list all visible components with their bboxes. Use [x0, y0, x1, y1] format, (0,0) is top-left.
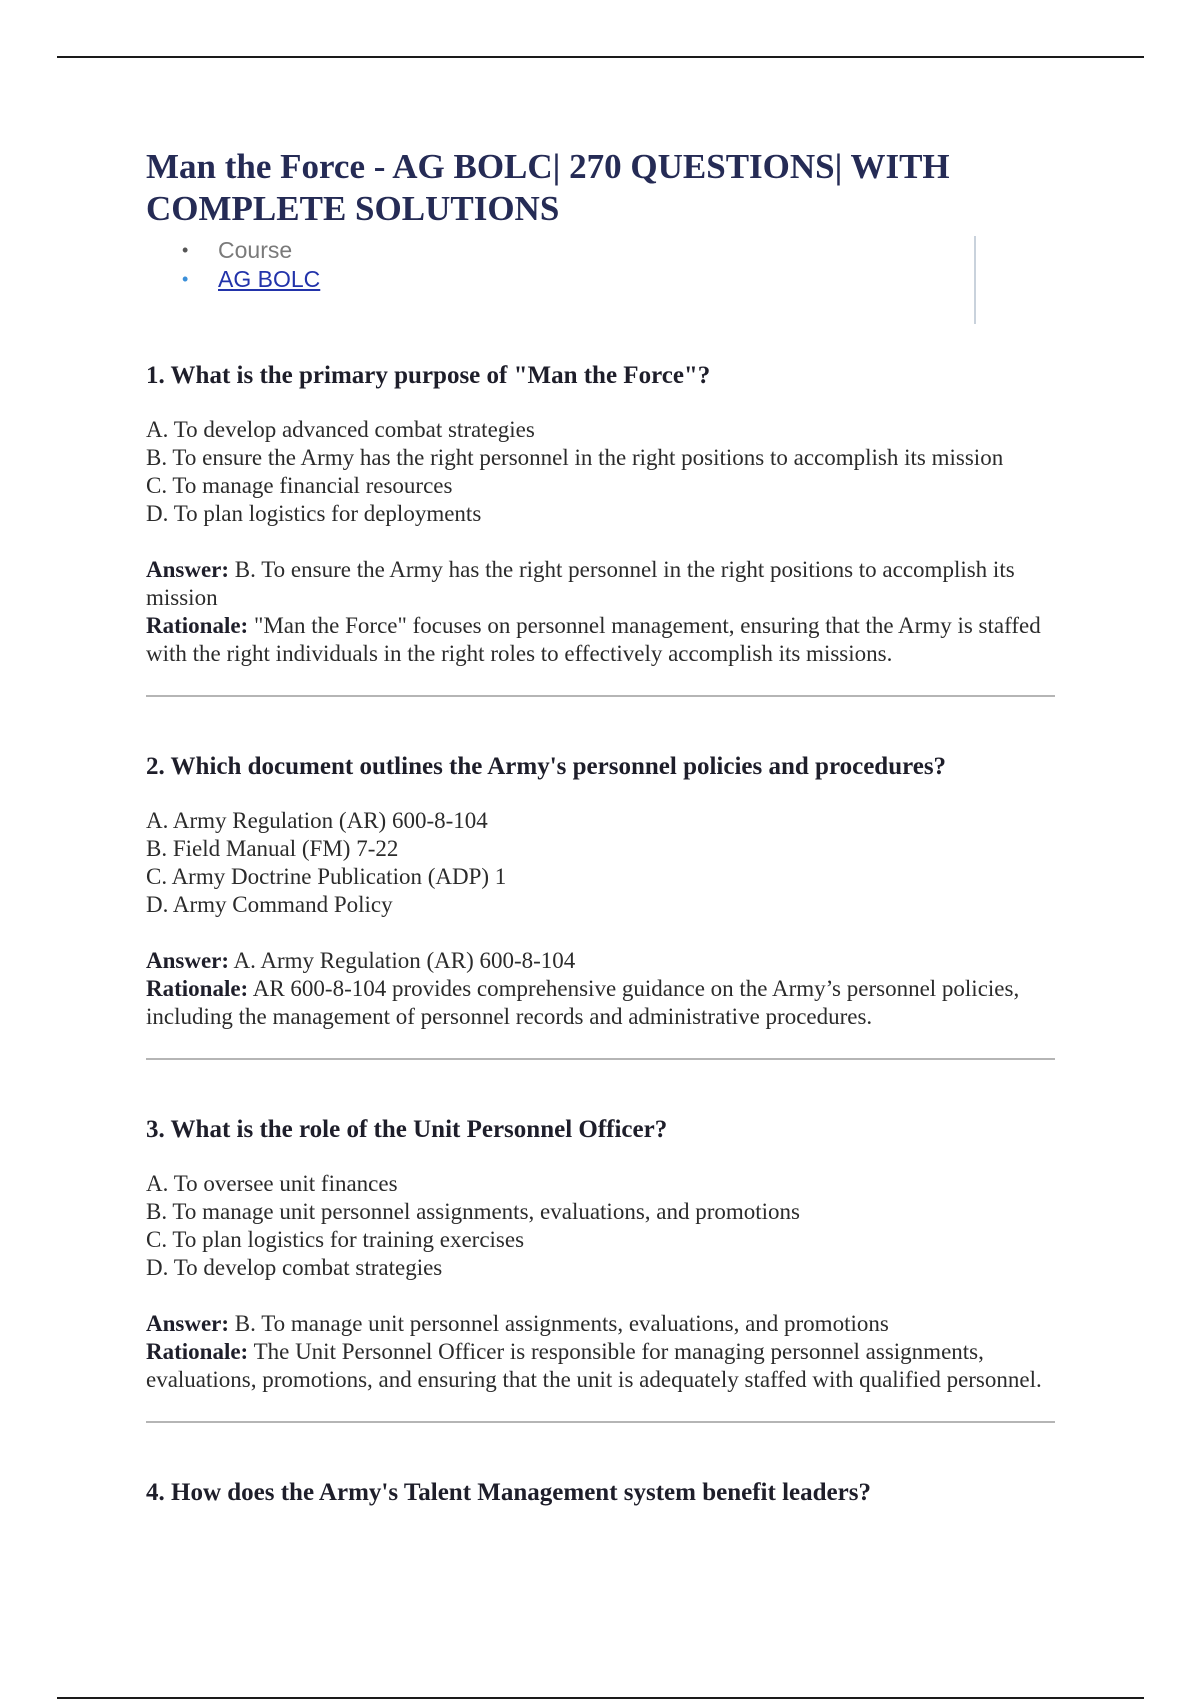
document-body [146, 146, 1056, 1508]
option-list [146, 1170, 1056, 1282]
option-a: A. To oversee unit finances [146, 1171, 398, 1196]
option-d: D. To develop combat strategies [146, 1255, 443, 1280]
question-divider [146, 1421, 1055, 1423]
option-d: D. To plan logistics for deployments [146, 501, 482, 526]
option-list [146, 807, 1056, 919]
question-title: 2. Which document outlines the Army's personnel policies and procedures? [146, 753, 947, 780]
question-2 [146, 752, 1056, 1031]
option-c: C. To plan logistics for training exercises [146, 1227, 525, 1252]
option-list [146, 416, 1056, 528]
answer-block [146, 947, 1056, 1031]
option-d: D. Army Command Policy [146, 892, 393, 917]
page-title: Man the Force - AG BOLC| 270 QUESTIONS| WITH COMPLETE SOLUTIONS [146, 147, 950, 228]
answer-line [146, 947, 1056, 975]
rationale-line [146, 612, 1056, 668]
option-b: B. To ensure the Army has the right personnel in the right positions to accomplish its mission [146, 445, 1004, 470]
footer-rule [57, 1697, 1144, 1699]
answer-block [146, 556, 1056, 668]
question-divider [146, 1058, 1055, 1060]
rationale-line [146, 975, 1056, 1031]
option-c: C. To manage financial resources [146, 473, 453, 498]
tag-link-ag-bolc[interactable]: • AG BOLC [218, 265, 974, 294]
option-a: A. To develop advanced combat strategies [146, 417, 535, 442]
rationale-line [146, 1338, 1056, 1394]
answer-label: Answer: [146, 948, 230, 973]
answer-label: Answer: [146, 1311, 230, 1336]
rationale-label: Rationale: [146, 1339, 249, 1364]
rationale-text: "Man the Force" focuses on personnel management, ensuring that the Army is staffed with the right individuals in the right roles to effectively accomplish its missions. [146, 613, 1041, 666]
option-c: C. Army Doctrine Publication (ADP) 1 [146, 864, 507, 889]
question-title: 3. What is the role of the Unit Personnel Officer? [146, 1116, 668, 1143]
question-1 [146, 361, 1056, 668]
question-4 [146, 1478, 1056, 1508]
answer-text: A. Army Regulation (AR) 600-8-104 [233, 948, 576, 973]
answer-text: B. To manage unit personnel assignments, evaluations, and promotions [234, 1311, 889, 1336]
rationale-text: The Unit Personnel Officer is responsible for managing personnel assignments, evaluations, promotions, and ensuring that the unit is adequately staffed with qualified personnel. [146, 1339, 1042, 1392]
rationale-label: Rationale: [146, 976, 249, 1001]
tag-course: • Course [218, 236, 974, 265]
answer-line [146, 556, 1056, 612]
question-divider [146, 695, 1055, 697]
tag-list [146, 236, 976, 324]
answer-text: B. To ensure the Army has the right personnel in the right positions to accomplish its mission [146, 557, 1015, 610]
rationale-label: Rationale: [146, 613, 249, 638]
question-3 [146, 1115, 1056, 1394]
option-b: B. To manage unit personnel assignments, evaluations, and promotions [146, 1199, 801, 1224]
answer-label: Answer: [146, 557, 230, 582]
answer-line [146, 1310, 1056, 1338]
option-a: A. Army Regulation (AR) 600-8-104 [146, 808, 488, 833]
question-title: 1. What is the primary purpose of "Man the Force"? [146, 362, 711, 389]
question-title: 4. How does the Army's Talent Management system benefit leaders? [146, 1479, 871, 1506]
option-b: B. Field Manual (FM) 7-22 [146, 836, 399, 861]
rationale-text: AR 600-8-104 provides comprehensive guidance on the Army’s personnel policies, including the management of personnel records and administrative procedures. [146, 976, 1020, 1029]
header-rule [57, 56, 1144, 58]
answer-block [146, 1310, 1056, 1394]
